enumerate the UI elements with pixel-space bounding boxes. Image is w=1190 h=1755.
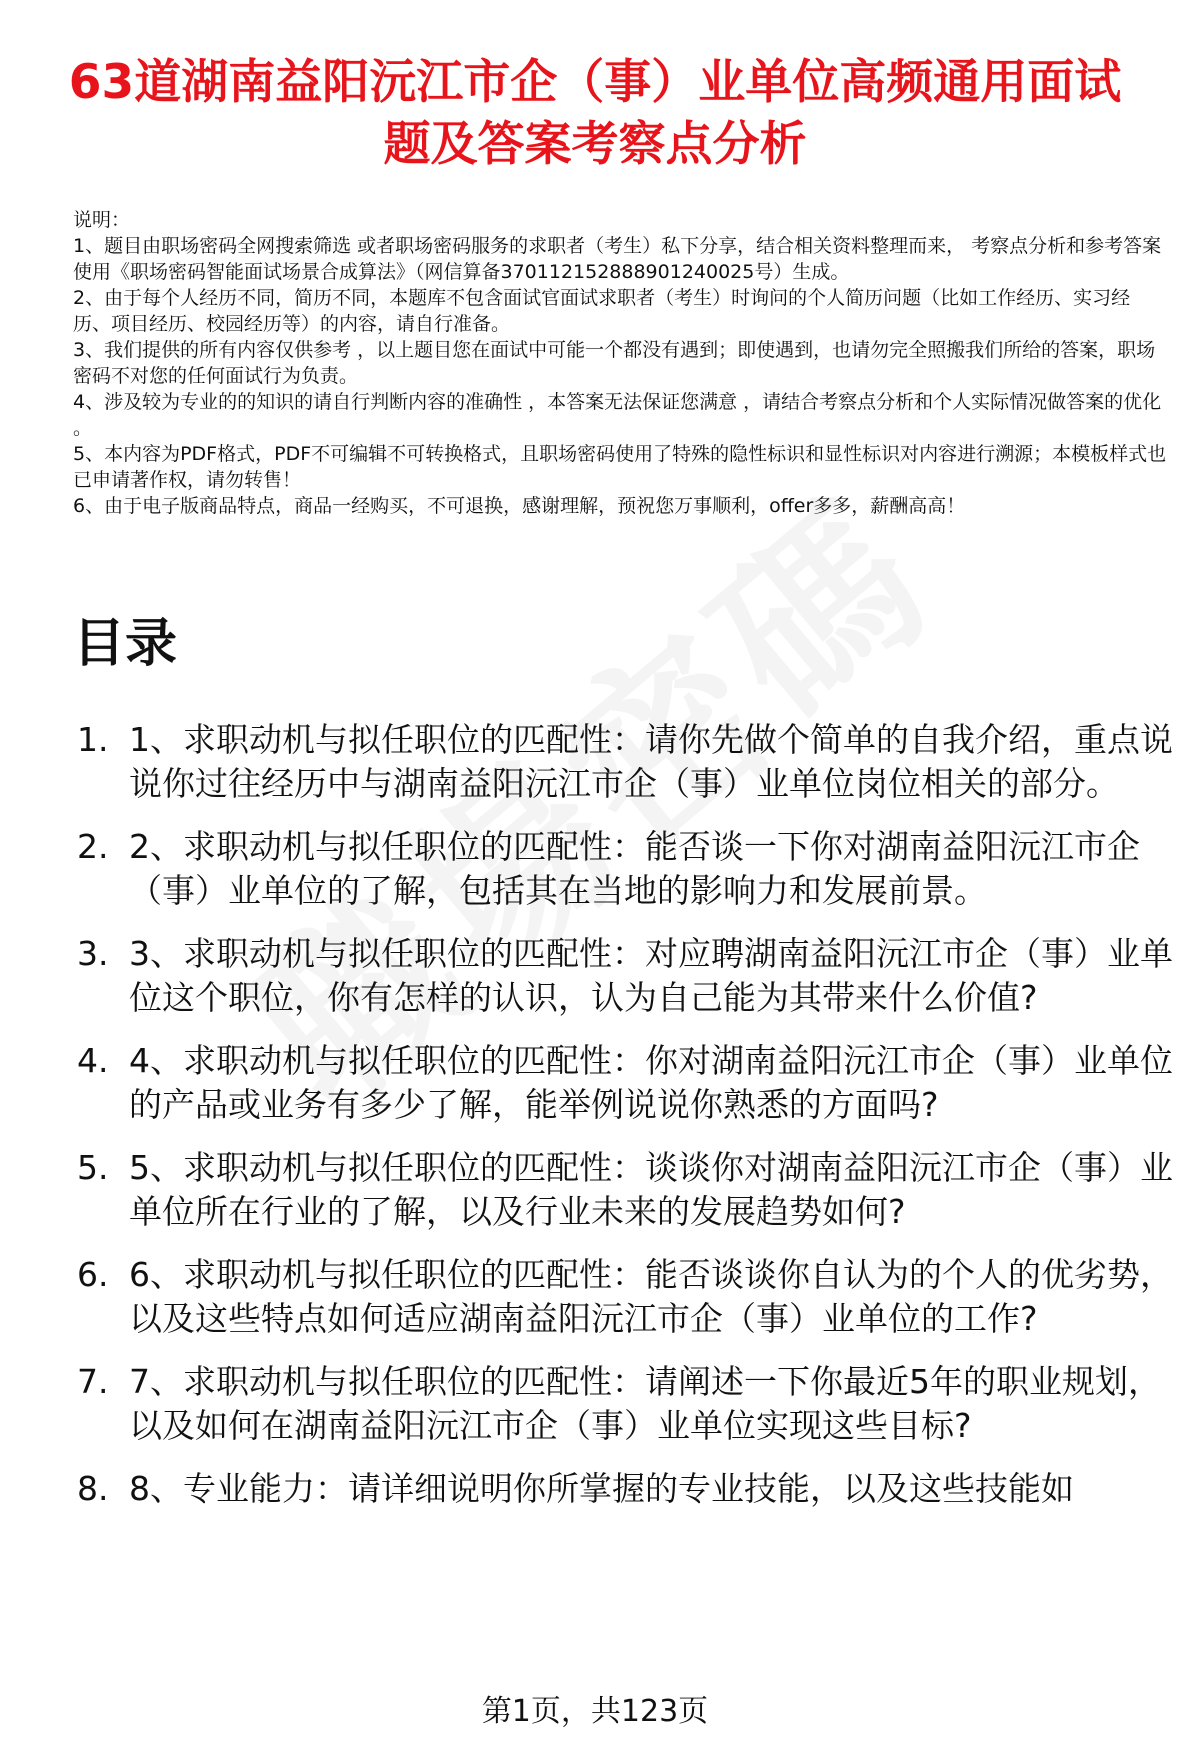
note-item: 6、由于电子版商品特点，商品一经购买，不可退换，感谢理解，预祝您万事顺利，offer多多，薪酬高高！ xyxy=(73,495,966,517)
toc-item[interactable] xyxy=(77,1360,1177,1448)
document-title: 63道湖南益阳沅江市企（事）业单位高频通用面试题及答案考察点分析 xyxy=(68,55,1122,172)
toc-heading: 目录 xyxy=(73,614,178,674)
toc-item[interactable] xyxy=(77,825,1177,913)
toc-item-number: 2. xyxy=(77,827,109,866)
toc-item-number: 7. xyxy=(77,1362,109,1401)
note-item: 3、我们提供的所有内容仅供参考 ，以上题目您在面试中可能一个都没有遇到；即使遇到，也请勿完全照搬我们所给的答案，职场密码不对您的任何面试行为负责。 xyxy=(73,339,1156,387)
toc-item-text: 1、求职动机与拟任职位的匹配性：请你先做个简单的自我介绍，重点说说你过往经历中与湖南益阳沅江市企（事）业单位岗位相关的部分。 xyxy=(129,720,1173,803)
toc-item[interactable] xyxy=(77,1467,1177,1511)
notes-section xyxy=(73,207,1168,519)
toc-item[interactable] xyxy=(77,1146,1177,1234)
notes-label: 说明： xyxy=(73,209,131,231)
toc-item-text: 7、求职动机与拟任职位的匹配性：请阐述一下你最近5年的职业规划，以及如何在湖南益阳沅江市企（事）业单位实现这些目标? xyxy=(129,1362,1161,1445)
toc-item-text: 2、求职动机与拟任职位的匹配性：能否谈一下你对湖南益阳沅江市企（事）业单位的了解，包括其在当地的影响力和发展前景。 xyxy=(129,827,1140,910)
toc-item-text: 8、专业能力：请详细说明你所掌握的专业技能，以及这些技能如 xyxy=(129,1469,1074,1508)
page-footer: 第1页，共123页 xyxy=(481,1694,709,1729)
toc-item[interactable] xyxy=(77,932,1177,1020)
note-item: 4、涉及较为专业的的知识的请自行判断内容的准确性 ，本答案无法保证您满意 ，请结合考察点分析和个人实际情况做答案的优化 。 xyxy=(73,391,1162,439)
toc-item[interactable] xyxy=(77,718,1177,806)
toc-item-text: 6、求职动机与拟任职位的匹配性：能否谈谈你自认为的个人的优劣势，以及这些特点如何适应湖南益阳沅江市企（事）业单位的工作? xyxy=(129,1255,1173,1338)
toc-item-number: 4. xyxy=(77,1041,109,1080)
toc-item-text: 3、求职动机与拟任职位的匹配性：对应聘湖南益阳沅江市企（事）业单位这个职位，你有怎样的认识，认为自己能为其带来什么价值? xyxy=(129,934,1173,1017)
table-of-contents xyxy=(77,718,1177,1530)
toc-item[interactable] xyxy=(77,1253,1177,1341)
note-item: 5、本内容为PDF格式，PDF不可编辑不可转换格式，且职场密码使用了特殊的隐性标识和显性标识对内容进行溯源；本模板样式也已申请著作权，请勿转售！ xyxy=(73,443,1167,491)
note-item: 1、题目由职场密码全网搜索筛选 或者职场密码服务的求职者（考生）私下分享，结合相关资料整理而来， 考察点分析和参考答案使用《职场密码智能面试场景合成算法》（网信算备370112152888901240025号）生成。 xyxy=(73,235,1162,283)
toc-item-text: 5、求职动机与拟任职位的匹配性：谈谈你对湖南益阳沅江市企（事）业单位所在行业的了解，以及行业未来的发展趋势如何? xyxy=(129,1148,1173,1231)
toc-item-number: 8. xyxy=(77,1469,109,1508)
toc-item-number: 5. xyxy=(77,1148,109,1187)
toc-item-text: 4、求职动机与拟任职位的匹配性：你对湖南益阳沅江市企（事）业单位的产品或业务有多少了解，能举例说说你熟悉的方面吗? xyxy=(129,1041,1173,1124)
toc-item-number: 3. xyxy=(77,934,109,973)
toc-item[interactable] xyxy=(77,1039,1177,1127)
toc-item-number: 1. xyxy=(77,720,109,759)
toc-item-number: 6. xyxy=(77,1255,109,1294)
note-item: 2、由于每个人经历不同，简历不同，本题库不包含面试官面试求职者（考生）时询问的个人简历问题（比如工作经历、实习经历、项目经历、校园经历等）的内容，请自行准备。 xyxy=(73,287,1131,335)
